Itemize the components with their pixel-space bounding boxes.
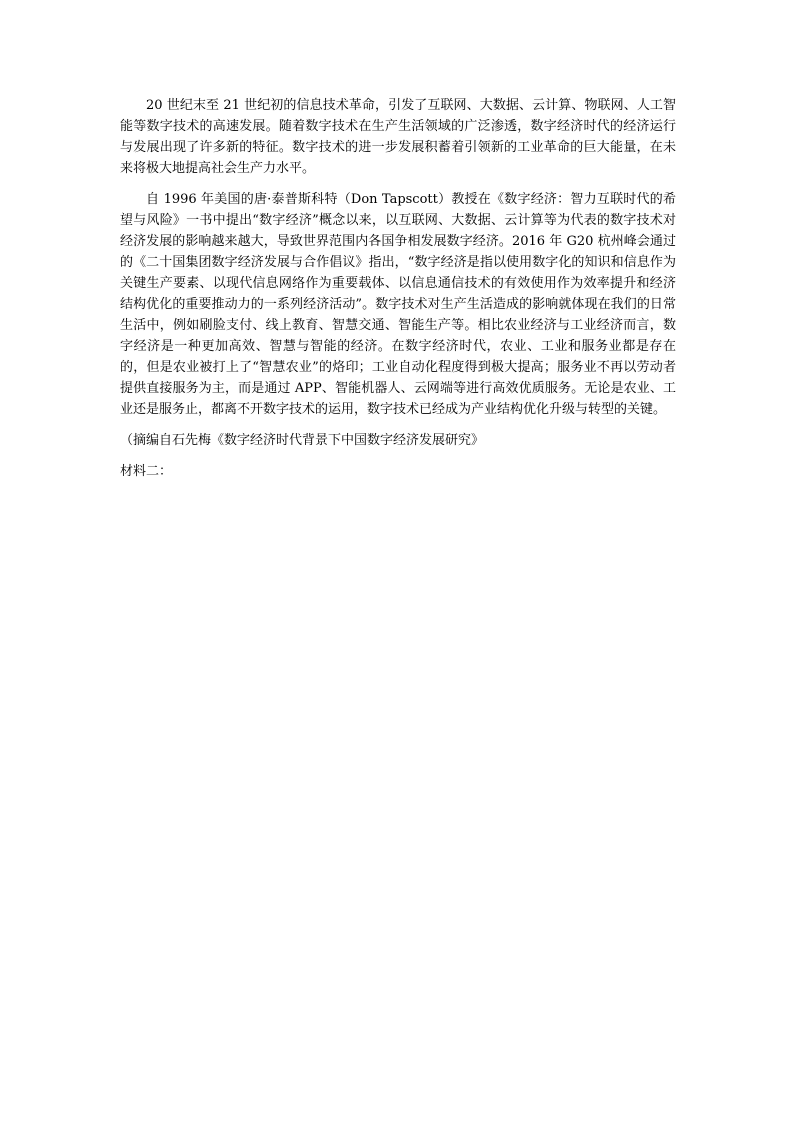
citation: （摘编自石先梅《数字经济时代背景下中国数字经济发展研究》 bbox=[120, 433, 485, 448]
material-label: 材料二： bbox=[120, 464, 173, 479]
document-body bbox=[120, 95, 676, 492]
paragraph-2: 自 1996 年美国的唐·泰普斯科特（Don Tapscott）教授在《数字经济：智力互联时代的希望与风险》一书中提出“数字经济”概念以来，以互联网、大数据、云计算等为代表的数字技术对经济发展的影响越来越大，导致世界范围内各国争相发展数字经济。2016 年 G20 杭州峰会通过的《二十国集团数字经济发展与合作倡议》指出，“数字经济是指以使用数字化的知识和信息作为关键生产要素、以现代信息网络作为重要载体、以信息通信技术的有效使用作为效率提升和经济结构优化的重要推动力的一系列经济活动”。数字技术对生产生活造成的影响就体现在我们的日常生活中，例如刷脸支付、线上教育、智慧交通、智能生产等。相比农业经济与工业经济而言，数字经济是一种更加高效、智慧与智能的经济。在数字经济时代，农业、工业和服务业都是存在的，但是农业被打上了“智慧农业”的烙印；工业自动化程度得到极大提高；服务业不再以劳动者提供直接服务为主，而是通过 APP、智能机器人、云网端等进行高效优质服务。无论是农业、工业还是服务止，都离不开数字技术的运用，数字技术已经成为产业结构优化升级与转型的关键。 bbox=[120, 192, 676, 417]
paragraph-1: 20 世纪末至 21 世纪初的信息技术革命，引发了互联网、大数据、云计算、物联网、人工智能等数字技术的高速发展。随着数字技术在生产生活领域的广泛渗透，数字经济时代的经济运行与发展出现了许多新的特征。数字技术的进一步发展积蓄着引领新的工业革命的巨大能量，在未来将极大地提高社会生产力水平。 bbox=[120, 98, 676, 176]
